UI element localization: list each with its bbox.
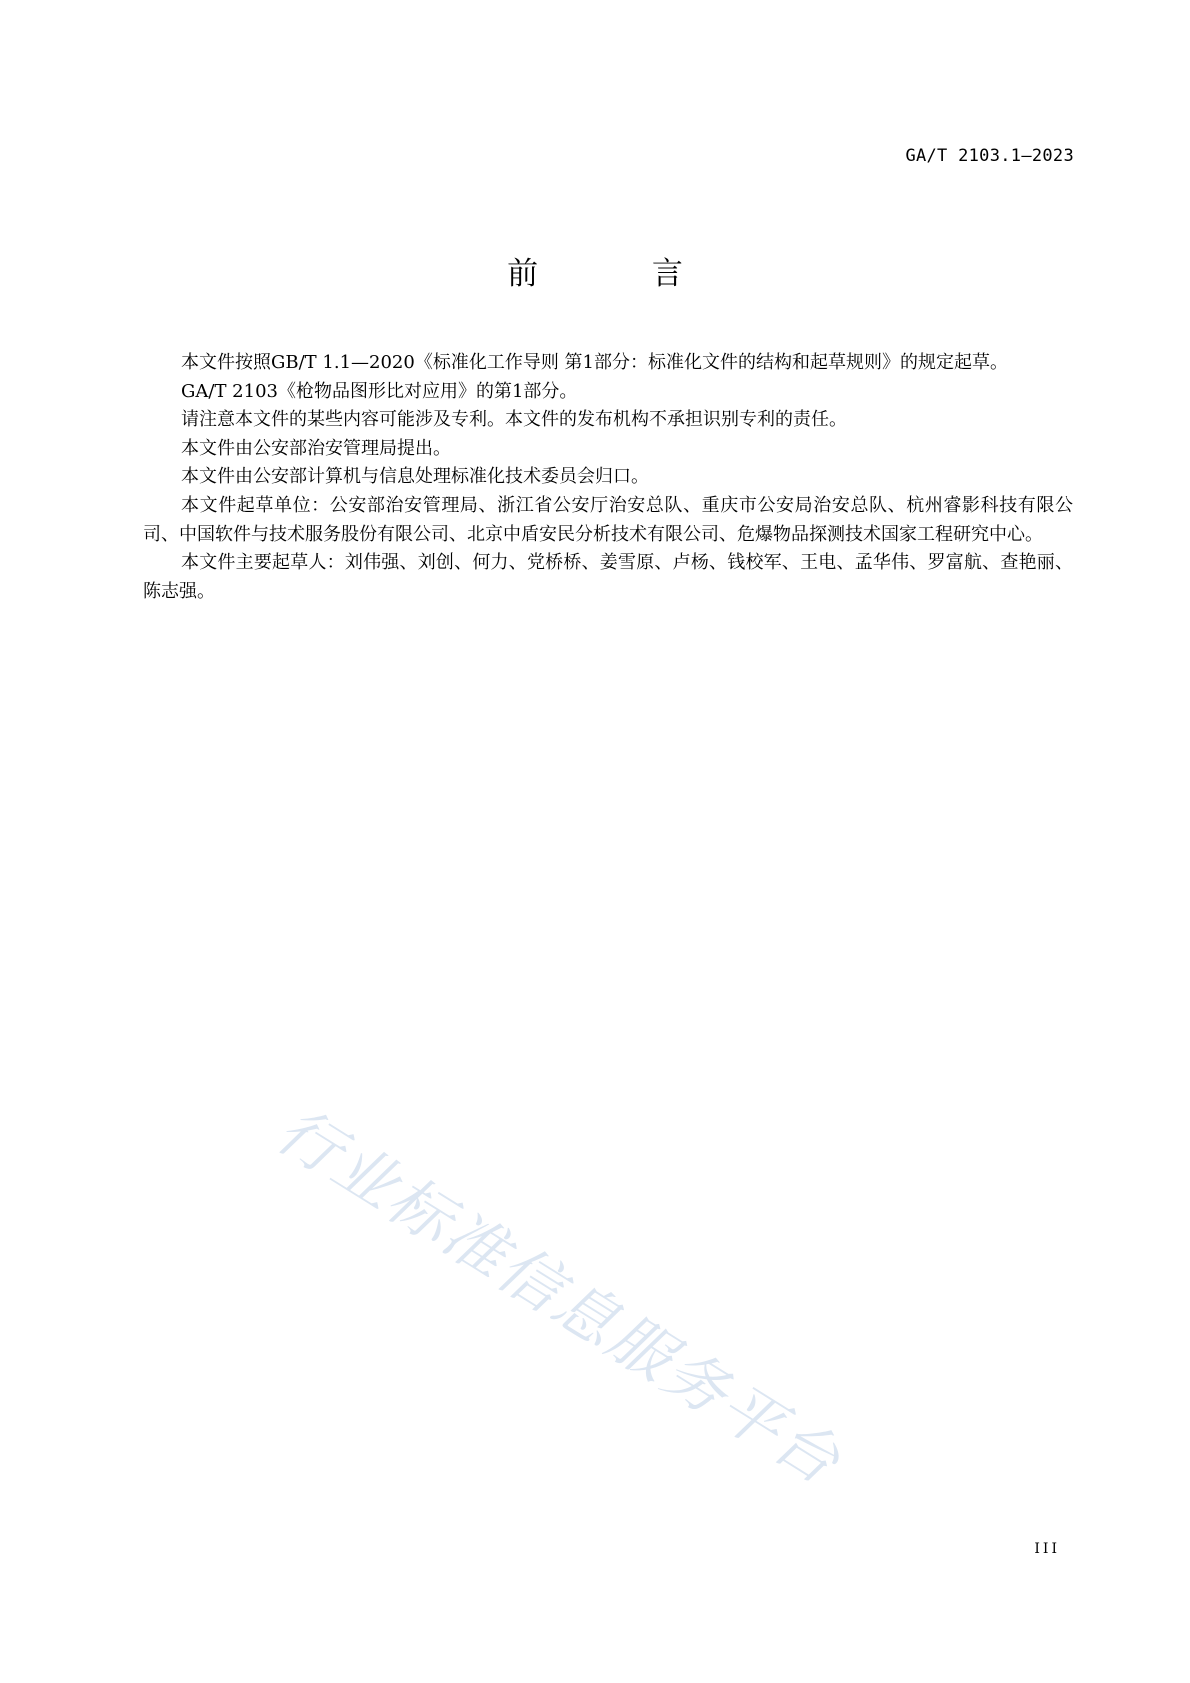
standard-number: GA/T 2103.1—2023 xyxy=(905,146,1074,166)
paragraph-patent-notice: 请注意本文件的某些内容可能涉及专利。本文件的发布机构不承担识别专利的责任。 xyxy=(181,409,847,431)
paragraph-part-info: GA/T 2103《枪物品图形比对应用》的第1部分。 xyxy=(181,380,578,402)
watermark: 行业标准信息服务平台 xyxy=(264,1093,855,1500)
paragraph-committee: 本文件由公安部计算机与信息处理标准化技术委员会归口。 xyxy=(181,466,649,488)
paragraph-proposer: 本文件由公安部治安管理局提出。 xyxy=(181,437,451,459)
paragraph-drafters: 本文件主要起草人：刘伟强、刘创、何力、党桥桥、姜雪原、卢杨、钱校军、王电、孟华伟、罗富航、查艳丽、陈志强。 xyxy=(143,552,1073,602)
paragraph-drafting-rules: 本文件按照GB/T 1.1—2020《标准化工作导则 第1部分：标准化文件的结构和起草规则》的规定起草。 xyxy=(181,352,1009,373)
page-number: III xyxy=(1034,1541,1060,1557)
page-title: 前 言 xyxy=(507,256,735,292)
paragraph-drafting-units: 本文件起草单位：公安部治安管理局、浙江省公安厅治安总队、重庆市公安局治安总队、杭州睿影科技有限公司、中国软件与技术服务股份有限公司、北京中盾安民分析技术有限公司、危爆物品探测技术国家工程研究中心。 xyxy=(143,494,1073,545)
foreword-body xyxy=(143,349,1073,606)
